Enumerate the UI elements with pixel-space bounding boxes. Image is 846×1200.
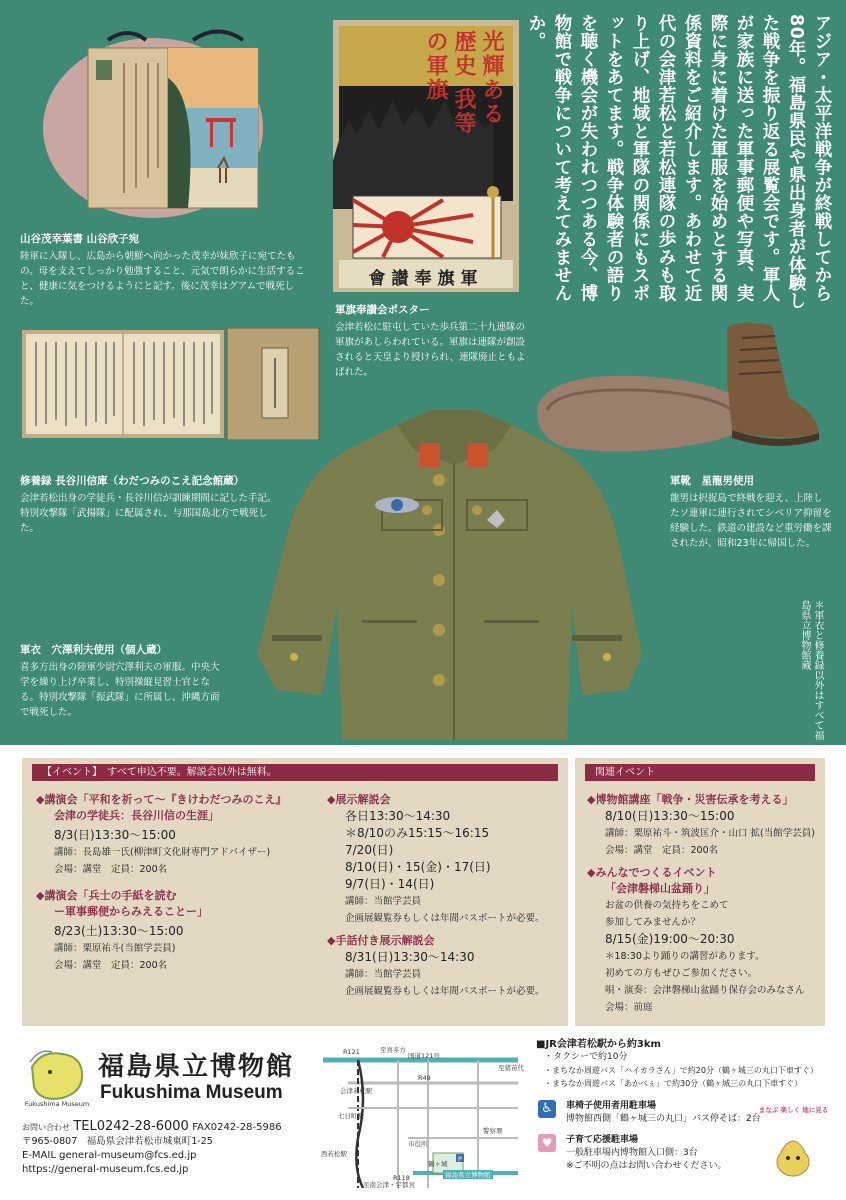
access-bus-haikara: ・まちなか周遊バス「ハイカラさん」で約20分（鶴ヶ城三の丸口下車すぐ） bbox=[544, 1066, 818, 1075]
poster-caption bbox=[335, 303, 530, 380]
dance-line1: お盆の供養の気持ちをこめて bbox=[605, 900, 729, 911]
wheelchair-parking bbox=[538, 1100, 761, 1124]
map-label-museum: 福島県立博物館 bbox=[445, 1171, 491, 1179]
lecture1-title-line1: ◆講演会「平和を祈って〜『きけわだつみのこえ』 bbox=[36, 793, 287, 806]
caption-title: 軍衣 穴澤利夫使用（個人蔵） bbox=[20, 644, 167, 656]
mascot bbox=[751, 1100, 836, 1185]
caption-body: 会津若松に駐屯していた歩兵第二十九連隊の軍旗があしらわれている。軍旗は連隊が創設されると天皇より授けられ、連隊廃止ともよばれた。 bbox=[335, 322, 526, 378]
gallery-talk-speaker: 講師：当館学芸員 bbox=[345, 896, 422, 907]
dance-invite: 初めての方もぜひご参加ください。 bbox=[605, 968, 758, 979]
museum-logo bbox=[22, 1042, 92, 1112]
sign-talk-date: 8/31(日)13:30〜14:30 bbox=[345, 950, 475, 964]
caption-body: 会津若松出身の学徒兵・長谷川信が訓練期間に記した手記。特別攻撃隊「武揚隊」に配属され、与那国島北方で戦死した。 bbox=[20, 493, 277, 534]
uniform-caption bbox=[20, 643, 220, 720]
lecture2-place: 会場：講堂 定員：200名 bbox=[54, 960, 168, 971]
family-parking-title: 子育て応援駐車場 bbox=[566, 1135, 639, 1145]
dance-note: ＊18:30より踊りの講習があります。 bbox=[605, 951, 765, 962]
sign-talk-title: ◆手話付き展示解説会 bbox=[327, 934, 435, 947]
dance-title bbox=[587, 865, 822, 897]
map-label-shiaizu: 至南会津・宇都宮 bbox=[363, 1181, 415, 1188]
email-link[interactable]: E-MAIL general-museum@fcs.ed.jp bbox=[22, 1150, 197, 1161]
caption-title: 軍旗奉讃会ポスター bbox=[335, 304, 430, 316]
sign-talk-ticket: 企画展観覧券もしくは年間パスポートが必要。 bbox=[345, 986, 545, 997]
map-label-p: P bbox=[458, 1155, 462, 1163]
dance-title-line2: 「会津磐梯山盆踊り」 bbox=[605, 882, 715, 895]
caption-body: 龍男は択捉島で終戦を迎え、上陸したソ連軍に連行されてシベリア抑留を経験した。鉄道の建設など重労働を課されたが、昭和23年に帰国した。 bbox=[670, 493, 832, 549]
map-label-shiyama: 至猪苗代 bbox=[498, 1064, 524, 1072]
tel-link[interactable]: TEL0242-28-6000 bbox=[73, 1119, 189, 1134]
poster-photo bbox=[333, 20, 519, 292]
map-label-nanuka: 七日町駅 bbox=[338, 1112, 364, 1120]
events-left-column bbox=[36, 792, 326, 974]
map-label-r118: R118 bbox=[393, 1174, 410, 1182]
course-place: 会場：講堂 定員：200名 bbox=[605, 845, 719, 856]
lecture1-title-line2: 会津の学徒兵：長谷川信の生涯」 bbox=[54, 809, 219, 822]
access-info bbox=[536, 1038, 836, 1188]
related-header: 関連イベント bbox=[585, 764, 815, 781]
dance-line2: 参加してみませんか？ bbox=[605, 917, 701, 928]
wheelchair-parking-body: 博物館西側「鶴ヶ城三の丸口」バス停そば：2台 bbox=[566, 1114, 761, 1124]
uniform-photo bbox=[232, 395, 662, 745]
family-parking-icon: ♥ bbox=[538, 1134, 556, 1152]
dance-title-line1: ◆みんなでつくるイベント bbox=[587, 866, 717, 879]
access-note: ※ご不明の点はお問い合わせください。 bbox=[566, 1161, 727, 1171]
access-title: ■JR会津若松駅から約3km bbox=[536, 1039, 661, 1050]
access-taxi: ・タクシーで約10分 bbox=[544, 1052, 628, 1062]
caption-title: 軍靴 星龍男使用 bbox=[670, 475, 754, 487]
lecture1-speaker: 講師：長島雄一氏(柳津町文化財専門アドバイザー) bbox=[54, 847, 271, 858]
poster-top-text: 光輝ある歴史 我等の軍旗 bbox=[423, 30, 504, 136]
dance-date: 8/15(金)19:00〜20:30 bbox=[605, 932, 735, 946]
map-label-police: 警察署 bbox=[483, 1127, 503, 1135]
lecture2-date: 8/23(土)13:30〜15:00 bbox=[54, 924, 184, 938]
fax-text: FAX0242-28-5986 bbox=[192, 1122, 282, 1133]
logo-caption: Fukushima Museum bbox=[24, 1100, 90, 1108]
events-header: 【イベント】 すべて申込不要。解説会以外は無料。 bbox=[32, 764, 558, 781]
contact-block bbox=[22, 1120, 322, 1177]
gallery-talk-date2: 8/10(日)・15(金)・17(日) bbox=[345, 860, 491, 874]
museum-info bbox=[22, 1038, 322, 1188]
lecture2-title-line1: ◆講演会「兵士の手紙を読む bbox=[36, 889, 177, 902]
lecture2-speaker: 講師：栗原祐斗(当館学芸員) bbox=[54, 943, 176, 954]
related-events-panel bbox=[575, 758, 825, 1026]
wheelchair-icon: ♿ bbox=[538, 1100, 556, 1118]
address-text: 〒965-0807 福島県会津若松市城東町1-25 bbox=[22, 1136, 213, 1147]
access-bus-akabe: ・まちなか周遊バス「あかべぇ」で約30分（鶴ヶ城三の丸口下車すぐ） bbox=[544, 1079, 803, 1088]
related-column bbox=[587, 792, 822, 1016]
gallery-talk-date1: 7/20(日) bbox=[345, 843, 394, 857]
events-right-column bbox=[327, 792, 562, 1000]
intro-text: アジア・太平洋戦争が終戦してから80年。福島県民や県出身者が体験した戦争を振り返る展覧会です。軍人が家族に送った軍事郵便や写真、実際に身に着けた軍服を始めとする関係資料をご紹介します。あわせて近代の会津若松と若松連隊の歩みも取り上げ、地域と軍隊の関係にもスポットをあてます。戦争体験者の語りを聴く機会が失われつつある今、博物館で戦争について考えてみませんか。 bbox=[526, 14, 832, 310]
gallery-talk-note: ＊8/10のみ15:15〜16:15 bbox=[345, 826, 490, 840]
course-speaker: 講師：栗原祐斗・筑波匡介・山口 拡(当館学芸員) bbox=[605, 828, 815, 839]
contact-label: お問い合わせ bbox=[22, 1123, 70, 1132]
gallery-talk-ticket: 企画展観覧券もしくは年間パスポートが必要。 bbox=[345, 913, 545, 924]
museum-name-ja: 福島県立博物館 bbox=[98, 1052, 295, 1082]
dance-place: 会場：前庭 bbox=[605, 1002, 653, 1013]
lecture1-title bbox=[36, 792, 326, 824]
course-title: ◆博物館講座「戦争・災害伝承を考える」 bbox=[587, 793, 794, 806]
postcard-photo bbox=[28, 18, 278, 218]
family-parking bbox=[538, 1134, 727, 1171]
lecture2-title-line2: ー軍事郵便からみえることー」 bbox=[54, 905, 208, 918]
map-label-tsurugajo: 鶴ヶ城 bbox=[428, 1160, 448, 1168]
gallery-talk-time: 各日13:30〜14:30 bbox=[345, 809, 451, 823]
gallery-talk-date3: 9/7(日)・14(日) bbox=[345, 877, 435, 891]
sign-talk-speaker: 講師：当館学芸員 bbox=[345, 969, 422, 980]
events-panel bbox=[22, 758, 568, 1026]
caption-body: 喜多方出身の陸軍少尉穴澤利夫の軍服。中央大学を繰り上げ卒業し、特別操縦見習士官となる。特別攻撃隊「振武隊」に所属し、沖縄方面で戦死した。 bbox=[20, 662, 220, 718]
caption-body: 陸軍に入隊し、広島から朝鮮へ向かった茂幸が妹欣子に宛てたもの。母を支えてしっかり勉強すること、元気で朗らかに生活すること、健康に気をつけるようにと記す。後に茂幸はグアムで戦死した。 bbox=[20, 251, 305, 307]
access-map bbox=[318, 1038, 528, 1188]
mascot-slogan: まなぶ 楽しく 地に見る bbox=[758, 1106, 829, 1114]
caption-title: 山谷茂幸葉書 山谷欣子宛 bbox=[20, 233, 140, 245]
website-link[interactable]: https://general-museum.fcs.ed.jp bbox=[22, 1164, 189, 1175]
poster-bottom-text: 會讃奉旗軍 bbox=[368, 269, 484, 289]
gallery-talk-title: ◆展示解説会 bbox=[327, 793, 391, 806]
family-parking-body: 一般駐車場内博物館入口側：3台 bbox=[566, 1148, 698, 1158]
boots-caption bbox=[670, 474, 832, 551]
map-label-nishiwakamatsu: 西若松駅 bbox=[321, 1150, 347, 1158]
map-label-r121: R121 bbox=[343, 1048, 360, 1056]
map-label-r49: R49 bbox=[418, 1074, 431, 1082]
caption-title: 修養録 長谷川信庫（わだつみのこえ記念館蔵） bbox=[20, 475, 245, 487]
postcard-caption bbox=[20, 232, 310, 309]
map-label-gov: 国道121号 bbox=[408, 1052, 440, 1060]
museum-name-en: Fukushima Museum bbox=[100, 1082, 283, 1103]
wheelchair-parking-title: 車椅子使用者用駐車場 bbox=[566, 1101, 657, 1111]
course-date: 8/10(日)13:30〜15:00 bbox=[605, 809, 735, 823]
collection-credit: ＊軍衣と修養録以外はすべて福島県立博物館蔵 bbox=[799, 600, 823, 740]
map-label-aizu-station: 会津若松駅 bbox=[340, 1087, 373, 1095]
map-label-shidomo: 至喜多方 bbox=[380, 1046, 406, 1054]
lecture1-date: 8/3(日)13:30〜15:00 bbox=[54, 828, 176, 842]
lecture2-title bbox=[36, 888, 326, 920]
lecture1-place: 会場：講堂 定員：200名 bbox=[54, 864, 168, 875]
dance-performers: 唄・演奏：会津磐梯山盆踊り保存会のみなさん bbox=[605, 985, 805, 996]
map-label-city-hall: 市役所 bbox=[408, 1140, 428, 1148]
